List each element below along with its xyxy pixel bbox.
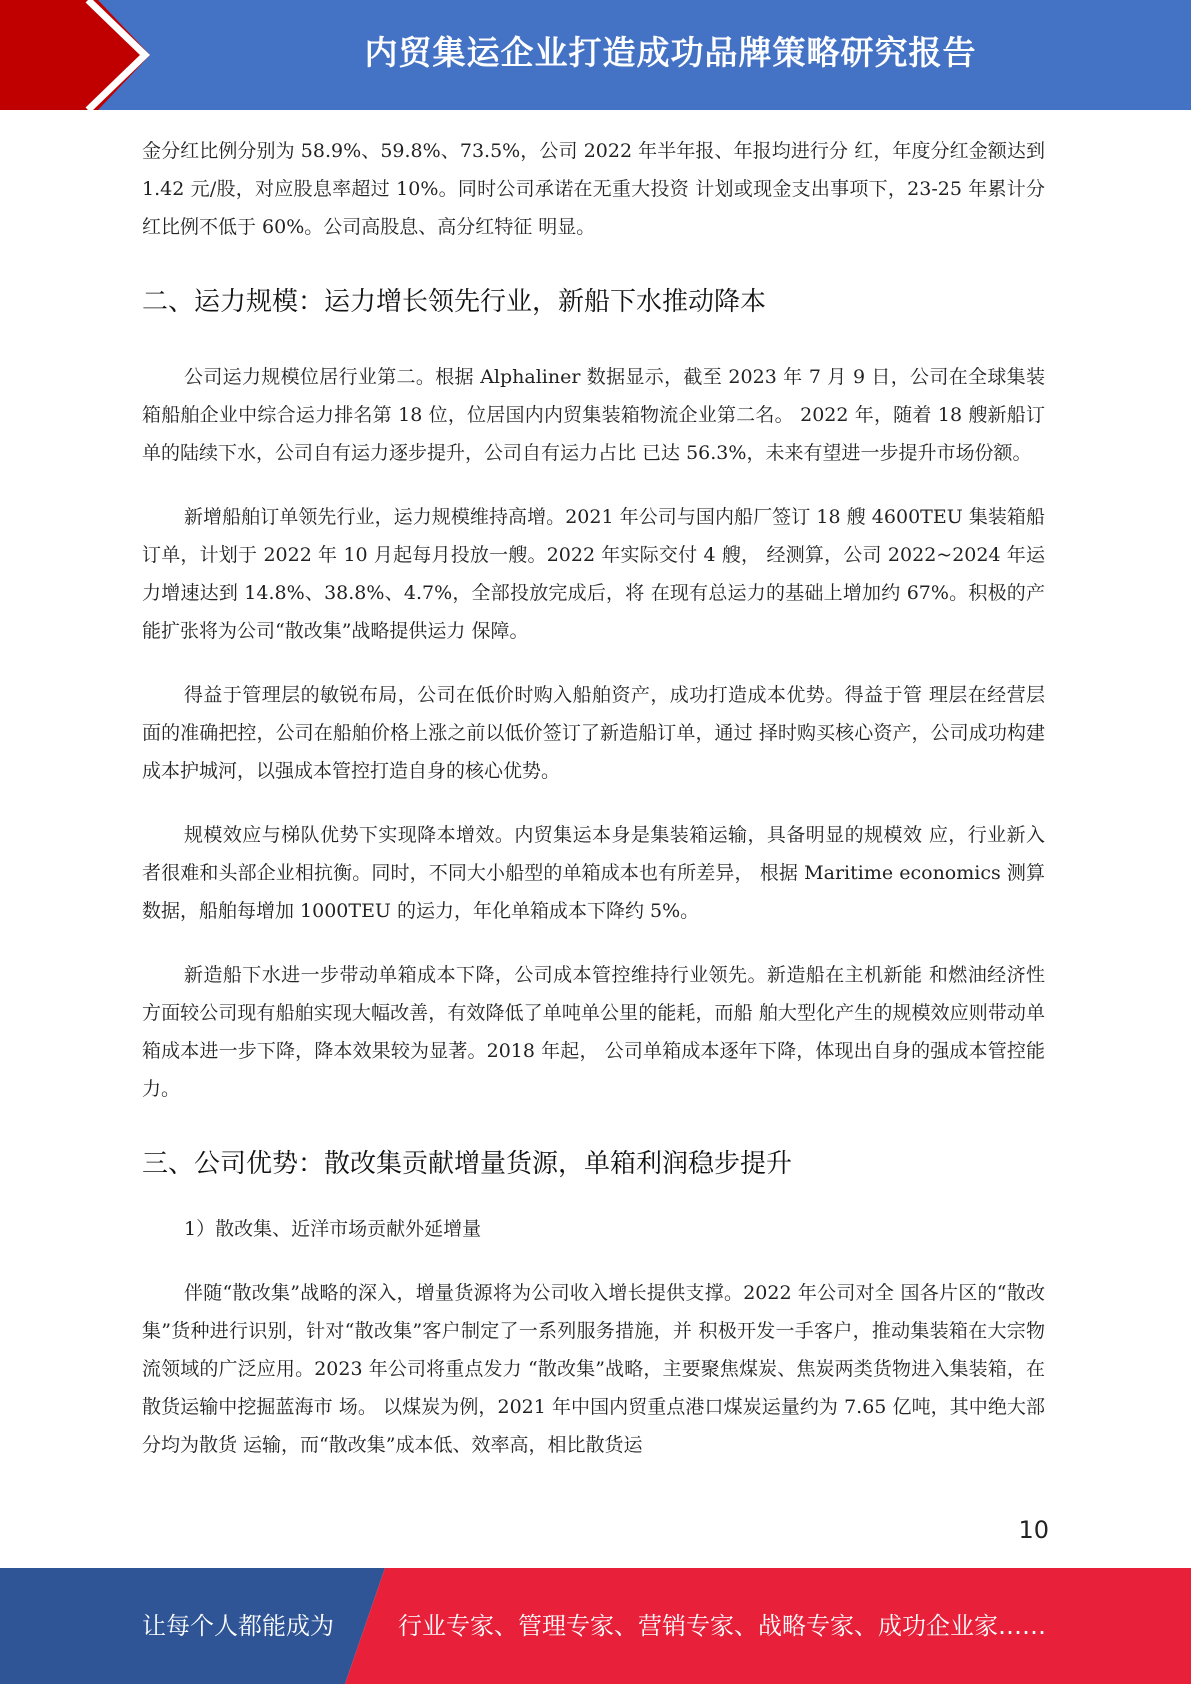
intro-paragraph: 金分红比例分别为 58.9%、59.8%、73.5%，公司 2022 年半年报、年报均进行分 红，年度分红金额达到 1.42 元/股，对应股息率超过 10%。同时公司承诺在无重大投资 计划或现金支出事项下，23-25 年累计分红比例不低于 60%。公司高股息、高分红特征 明显。 [142,140,1045,238]
paragraph: 新造船下水进一步带动单箱成本下降，公司成本管控维持行业领先。新造船在主机新能 和燃油经济性方面较公司现有船舶实现大幅改善，有效降低了单吨单公里的能耗，而船 舶大型化产生的规模效应则带动单箱成本进一步下降，降本效果较为显著。2018 年起， 公司单箱成本逐年下降，体现出自身的强成本管控能力。 [142,964,1045,1100]
paragraph: 得益于管理层的敏锐布局，公司在低价时购入船舶资产，成功打造成本优势。得益于管 理层在经营层面的准确把控，公司在船舶价格上涨之前以低价签订了新造船订单，通过 择时购买核心资产，公司成功构建成本护城河，以强成本管控打造自身的核心优势。 [142,684,1045,782]
paragraph: 新增船舶订单领先行业，运力规模维持高增。2021 年公司与国内船厂签订 18 艘 4600TEU 集装箱船订单，计划于 2022 年 10 月起每月投放一艘。2022 年实际交付 4 艘， 经测算，公司 2022~2024 年运力增速达到 14.8%、38.8%、4.7%，全部投放完成后，将 在现有总运力的基础上增加约 67%。积极的产能扩张将为公司“散改集”战略提供运力 保障。 [142,506,1045,642]
paragraph: 公司运力规模位居行业第二。根据 Alphaliner 数据显示，截至 2023 年 7 月 9 日，公司在全球集装箱船舶企业中综合运力排名第 18 位，位居国内内贸集装箱物流企业第二名。 2022 年，随着 18 艘新船订单的陆续下水，公司自有运力逐步提升，公司自有运力占比 已达 56.3%，未来有望进一步提升市场份额。 [142,366,1045,464]
footer-slogan-right: 行业专家、管理专家、营销专家、战略专家、成功企业家…… [398,1612,1046,1640]
footer-slogan-left: 让每个人都能成为 [142,1612,334,1640]
paragraph: 规模效应与梯队优势下实现降本增效。内贸集运本身是集装箱运输，具备明显的规模效 应，行业新入者很难和头部企业相抗衡。同时，不同大小船型的单箱成本也有所差异， 根据 Maritime economics 测算数据，船舶每增加 1000TEU 的运力，年化单箱成本下降约 5%。 [142,824,1045,922]
page-number: 10 [1018,1516,1049,1544]
section-heading-advantages: 三、公司优势：散改集贡献增量货源，单箱利润稳步提升 [142,1149,793,1179]
subsection-heading: 1）散改集、近洋市场贡献外延增量 [184,1218,482,1240]
paragraph: 伴随“散改集”战略的深入，增量货源将为公司收入增长提供支撑。2022 年公司对全 国各片区的“散改集”货种进行识别，针对“散改集”客户制定了一系列服务措施，并 积极开发一手客户，推动集装箱在大宗物流领域的广泛应用。2023 年公司将重点发力 “散改集”战略，主要聚焦煤炭、焦炭两类货物进入集装箱，在散货运输中挖掘蓝海市 场。 以煤炭为例，2021 年中国内贸重点港口煤炭运量约为 7.65 亿吨，其中绝大部分均为散货 运输，而“散改集”成本低、效率高，相比散货运 [142,1282,1045,1456]
red-chevron-decoration [0,0,160,110]
page-header [0,0,1191,110]
section-heading-capacity: 二、运力规模：运力增长领先行业，新船下水推动降本 [142,287,767,317]
document-body [142,132,1045,1464]
page-footer [0,1568,1191,1684]
report-title: 内贸集运企业打造成功品牌策略研究报告 [364,33,977,72]
